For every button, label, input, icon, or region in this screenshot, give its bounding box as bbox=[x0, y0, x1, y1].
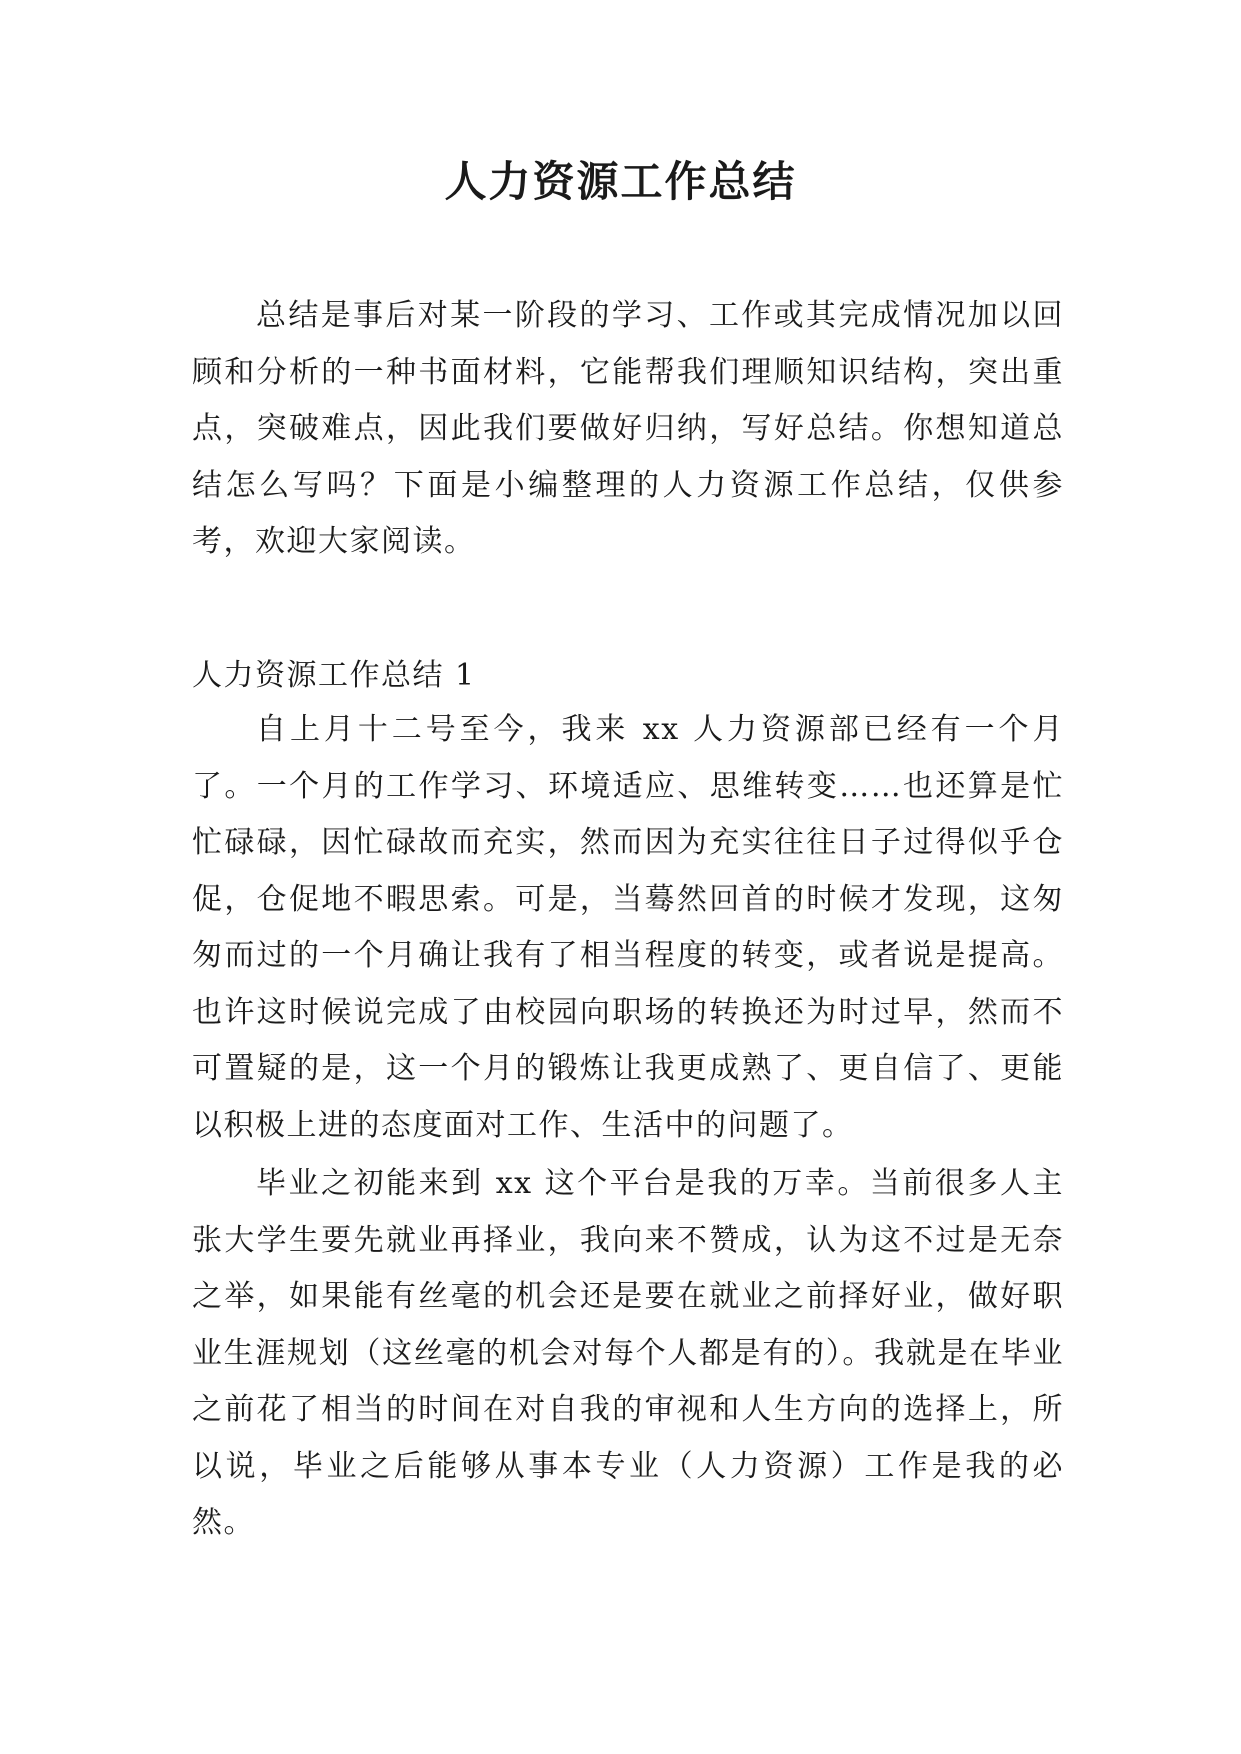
body-paragraph-2: 毕业之初能来到 xx 这个平台是我的万幸。当前很多人主张大学生要先就业再择业，我向来不赞成，认为这不过是无奈之举，如果能有丝毫的机会还是要在就业之前择好业，做好职业生涯规划（这丝毫的机会对每个人都是有的）。我就是在毕业之前花了相当的时间在对自我的审视和人生方向的选择上，所以说，毕业之后能够从事本专业（人力资源）工作是我的必然。 bbox=[192, 1166, 1064, 1540]
section-heading: 人力资源工作总结 1 bbox=[192, 658, 476, 693]
document-title: 人力资源工作总结 bbox=[444, 157, 797, 206]
body-paragraph-1: 自上月十二号至今，我来 xx 人力资源部已经有一个月了。一个月的工作学习、环境适应、思维转变……也还算是忙忙碌碌，因忙碌故而充实，然而因为充实往往日子过得似乎仓促，仓促地不暇思索。可是，当蓦然回首的时候才发现，这匆匆而过的一个月确让我有了相当程度的转变，或者说是提高。也许这时候说完成了由校园向职场的转换还为时过早，然而不可置疑的是，这一个月的锻炼让我更成熟了、更自信了、更能以积极上进的态度面对工作、生活中的问题了。 bbox=[192, 712, 1064, 1143]
intro-paragraph: 总结是事后对某一阶段的学习、工作或其完成情况加以回顾和分析的一种书面材料，它能帮我们理顺知识结构，突出重点，突破难点，因此我们要做好归纳，写好总结。你想知道总结怎么写吗？下面是小编整理的人力资源工作总结，仅供参考，欢迎大家阅读。 bbox=[192, 298, 1064, 559]
